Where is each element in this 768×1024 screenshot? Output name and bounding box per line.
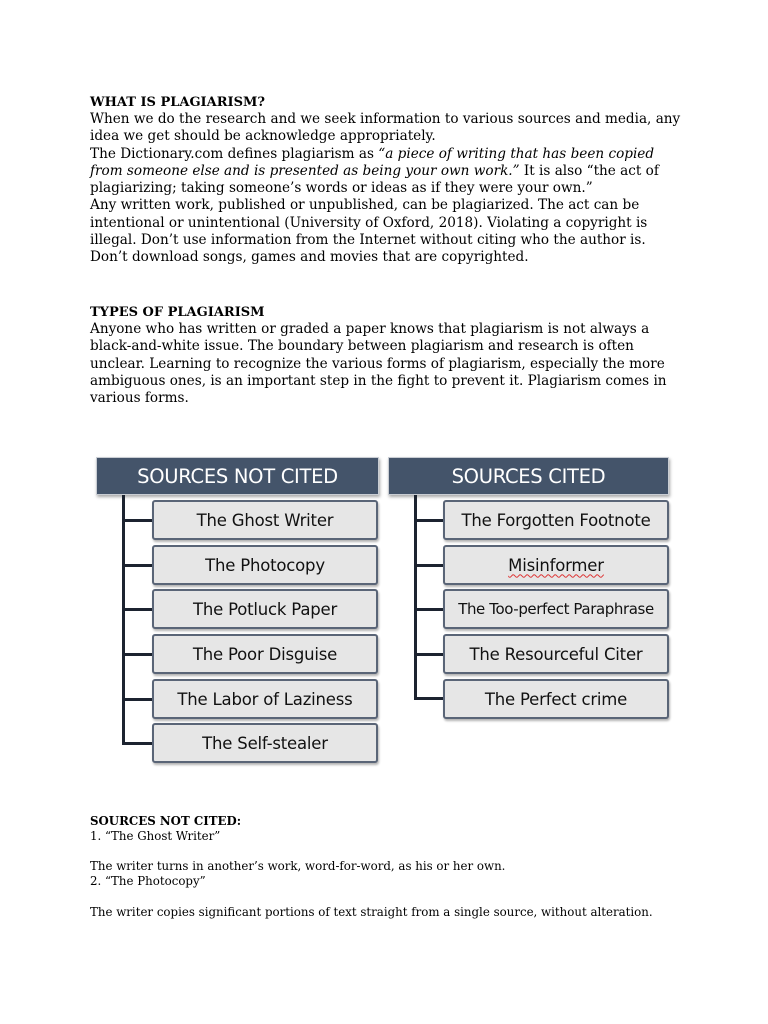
connector-right-1 — [414, 519, 445, 522]
connector-left-4 — [122, 653, 153, 656]
connector-left-3 — [122, 608, 153, 611]
item-self-stealer: The Self-stealer — [152, 723, 378, 763]
section-sources-not-cited — [90, 814, 690, 920]
photocopy-description: The writer copies significant portions of text straight from a single source, without alteration. — [90, 904, 653, 919]
ghost-writer-title: 1. “The Ghost Writer” — [90, 829, 221, 843]
connector-right-4 — [414, 653, 445, 656]
definition-tail: It is also “the act of plagiarizing; taking someone’s words or ideas as if they were your own.” — [90, 162, 659, 197]
item-labor-of-laziness: The Labor of Laziness — [152, 679, 378, 719]
paragraph-definition — [90, 146, 685, 198]
connector-left-6 — [122, 742, 153, 745]
paragraph-copyright: Any written work, published or unpublished, can be plagiarized. The act can be intentional or unintentional (University of Oxford, 2018). Violating a copyright is illegal. Don’t use information from the Internet without citing who the author is. Don’t download songs, games and movies that are copyrighted. — [90, 197, 648, 266]
paragraph-intro: When we do the research and we seek information to various sources and media, any idea we get should be acknowledge appropriately. — [90, 111, 681, 145]
item-poor-disguise: The Poor Disguise — [152, 634, 378, 674]
header-sources-not-cited: SOURCES NOT CITED — [96, 457, 379, 495]
item-too-perfect-paraphrase: The Too-perfect Paraphrase — [443, 589, 669, 629]
item-photocopy: The Photocopy — [152, 545, 378, 585]
connector-left-trunk — [122, 495, 125, 745]
heading-types-of-plagiarism: TYPES OF PLAGIARISM — [90, 305, 265, 320]
photocopy-title: 2. “The Photocopy” — [90, 874, 206, 889]
connector-right-5 — [414, 697, 445, 700]
item-resourceful-citer: The Resourceful Citer — [443, 634, 669, 674]
item-misinformer — [443, 545, 669, 585]
connector-right-3 — [414, 608, 445, 611]
definition-quote: “a piece of writing that has been copied from someone else and is presented as being your own work.” — [90, 145, 655, 179]
heading-sources-not-cited: SOURCES NOT CITED: — [90, 814, 242, 828]
ghost-writer-description: The writer turns in another’s work, word-for-word, as his or her own. — [90, 859, 506, 874]
spacer — [90, 890, 690, 905]
paragraph-types: Anyone who has written or graded a paper knows that plagiarism is not always a black-and-white issue. The boundary between plagiarism and research is often unclear. Learning to recognize the various forms of plagiarism, especially the more ambiguous ones, is an important step in the fight to prevent it. Plagiarism comes in various forms. — [90, 321, 667, 407]
heading-what-is-plagiarism: WHAT IS PLAGIARISM? — [90, 95, 266, 110]
section-types-of-plagiarism — [90, 304, 685, 407]
connector-left-2 — [122, 564, 153, 567]
item-ghost-writer: The Ghost Writer — [152, 500, 378, 540]
section-what-is-plagiarism — [90, 94, 685, 267]
definition-lead: The Dictionary.com defines plagiarism as — [90, 145, 379, 162]
item-misinformer-label: Misinformer — [508, 555, 604, 575]
item-perfect-crime: The Perfect crime — [443, 679, 669, 719]
item-forgotten-footnote: The Forgotten Footnote — [443, 500, 669, 540]
connector-right-trunk — [414, 495, 417, 700]
spacer — [90, 844, 690, 859]
header-sources-cited: SOURCES CITED — [388, 457, 669, 495]
connector-right-2 — [414, 564, 445, 567]
item-potluck-paper: The Potluck Paper — [152, 589, 378, 629]
connector-left-5 — [122, 698, 153, 701]
connector-left-1 — [122, 519, 153, 522]
